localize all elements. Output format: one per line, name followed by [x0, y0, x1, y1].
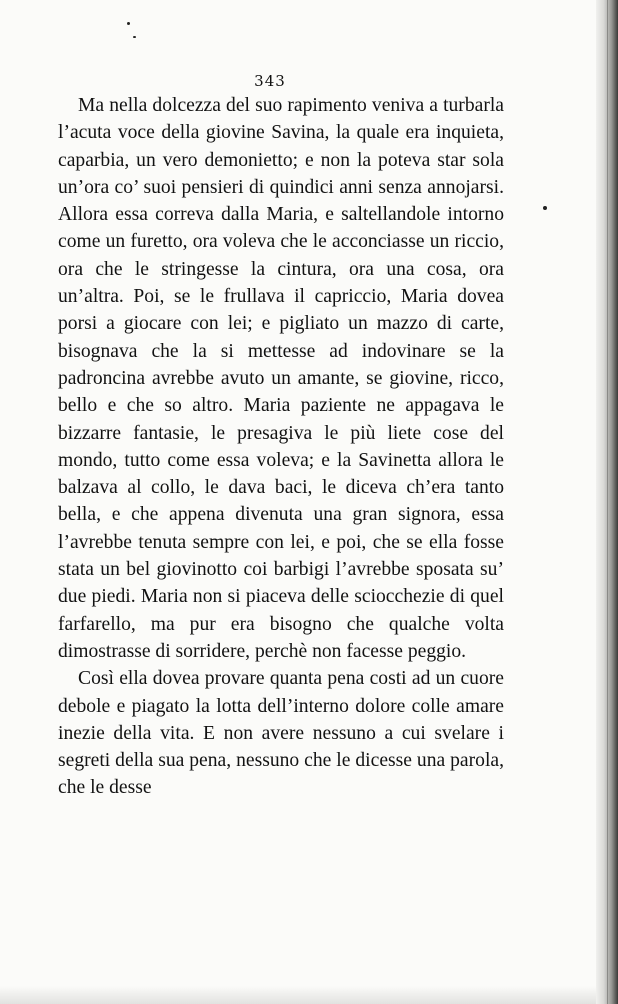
ink-speck — [127, 22, 130, 25]
page-number: 343 — [254, 72, 286, 90]
page-edge-line — [607, 0, 608, 1004]
page-bottom-shade — [0, 986, 618, 1004]
ink-speck — [543, 206, 547, 210]
body-text — [58, 92, 504, 802]
paragraph-1: Ma nella dolcezza del suo rapimento veniva a turbarla l’acuta voce della giovine Savina, la quale era inquieta, caparbia, un vero demonietto; e non la poteva star sola un’ora co’ suoi pensieri di quindici anni senza annojarsi. Allora essa correva dalla Maria, e saltellandole intorno come un furetto, ora voleva che le acconciasse un riccio, ora che le stringesse la cintura, ora una cosa, ora un’altra. Poi, se le frullava il capriccio, Maria dovea porsi a giocare con lei; e pigliato un mazzo di carte, bisognava che la si mettesse ad indovinare se la padroncina avrebbe avuto un amante, se giovine, ricco, bello e che so altro. Maria paziente ne appagava le bizzarre fantasie, le presagiva le più liete cose del mondo, tutto come essa voleva; e la Savinetta allora le balzava al collo, le dava baci, le diceva ch’era tanto bella, e che appena divenuta una gran signora, essa l’avrebbe tenuta sempre con lei, e poi, che se ella fosse stata un bel giovinotto coi barbigi l’avrebbe sposata su’ due piedi. Maria non si piaceva delle sciocchezie di quel farfarello, ma pur era bisogno che qualche volta dimostrasse di sorridere, perchè non facesse peggio. — [58, 95, 504, 662]
paragraph-2: Così ella dovea provare quanta pena costi ad un cuore debole e piagato la lotta dell’interno dolore colle amare inezie della vita. E non avere nessuno a cui svelare i segreti della sua pena, nessuno che le dicesse una parola, che le desse — [58, 668, 504, 799]
ink-speck — [133, 36, 136, 38]
